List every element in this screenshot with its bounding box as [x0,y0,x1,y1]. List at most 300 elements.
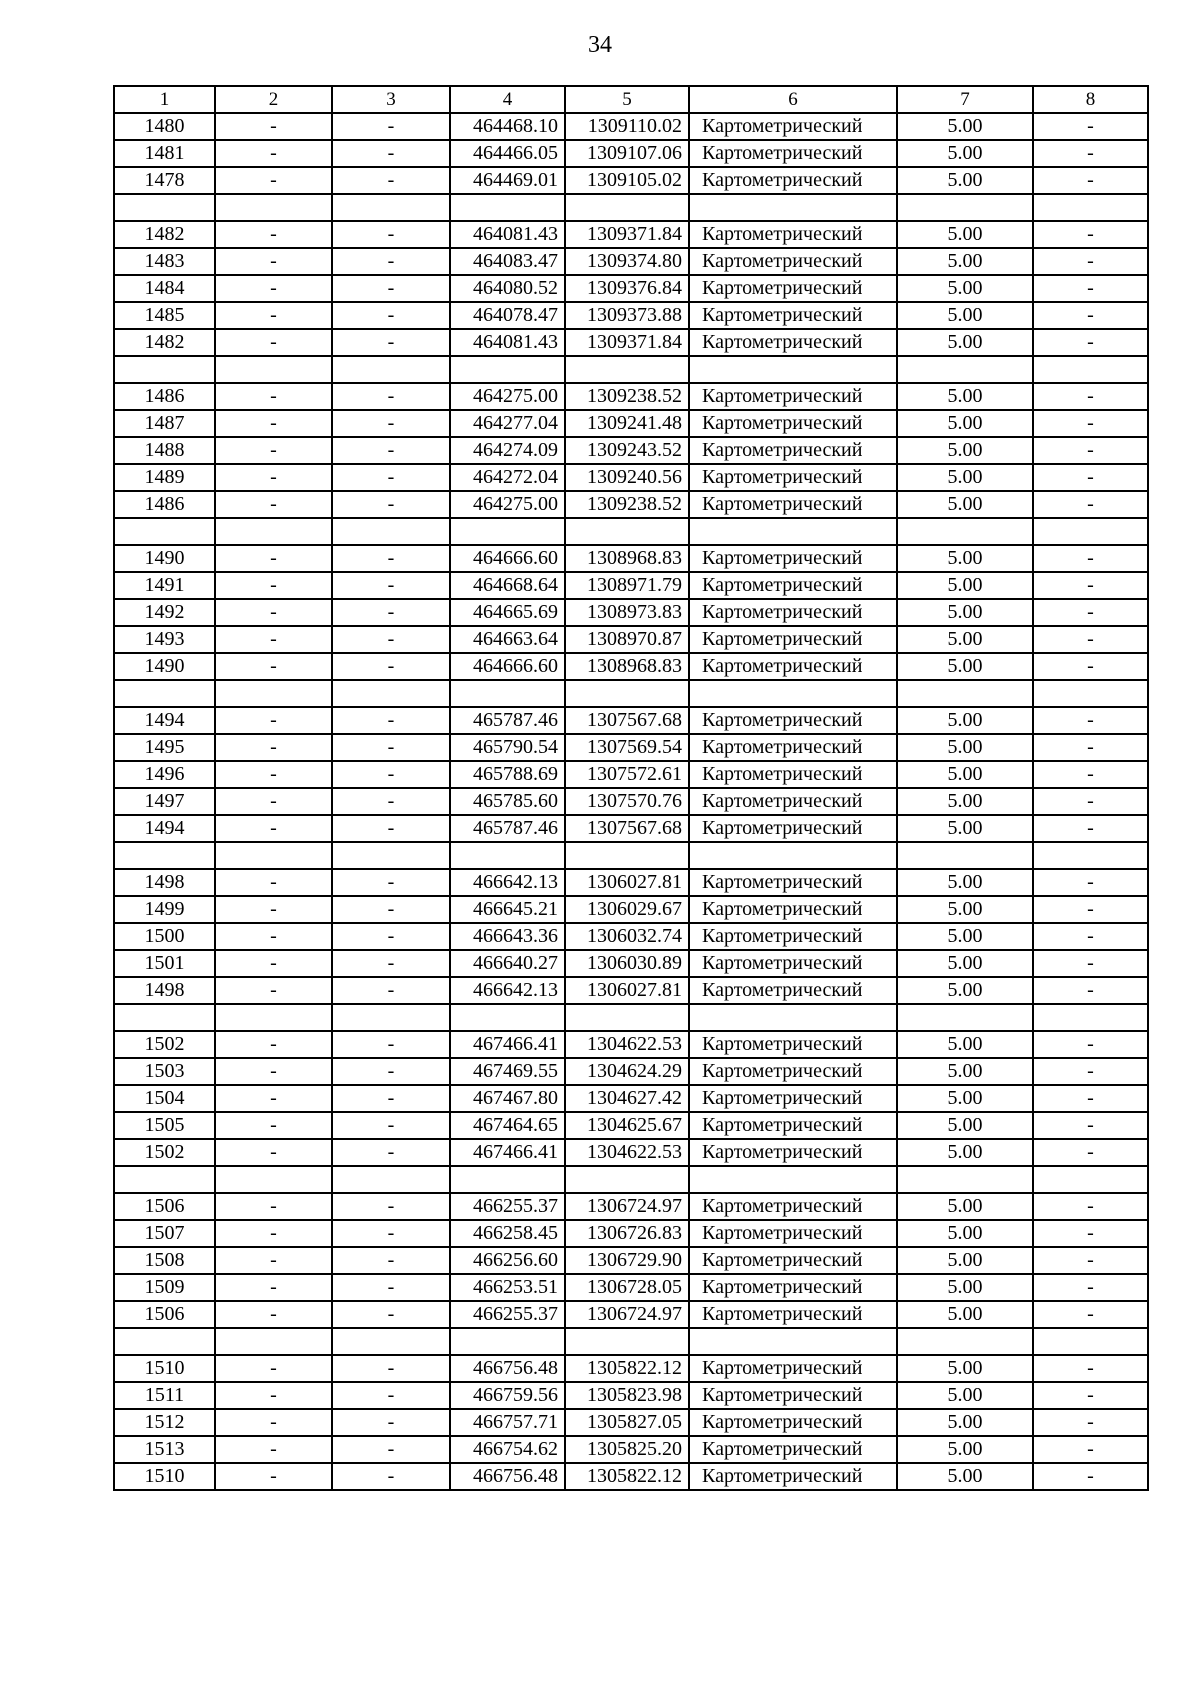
y-coordinate-cell: 1307567.68 [565,707,689,734]
col2-cell: - [215,167,332,194]
col2-cell: - [215,113,332,140]
col8-cell: - [1033,1031,1148,1058]
empty-cell [689,1166,897,1193]
col3-cell: - [332,599,450,626]
y-coordinate-cell: 1306729.90 [565,1247,689,1274]
col3-cell: - [332,761,450,788]
point-number-cell: 1505 [114,1112,215,1139]
x-coordinate-cell: 465788.69 [450,761,565,788]
empty-cell [215,356,332,383]
col8-cell: - [1033,1193,1148,1220]
precision-cell: 5.00 [897,977,1033,1004]
point-number-cell: 1504 [114,1085,215,1112]
x-coordinate-cell: 466759.56 [450,1382,565,1409]
y-coordinate-cell: 1307570.76 [565,788,689,815]
x-coordinate-cell: 464272.04 [450,464,565,491]
precision-cell: 5.00 [897,815,1033,842]
col3-cell: - [332,815,450,842]
y-coordinate-cell: 1308970.87 [565,626,689,653]
col2-cell: - [215,599,332,626]
precision-cell: 5.00 [897,1112,1033,1139]
col2-cell: - [215,707,332,734]
col2-cell: - [215,437,332,464]
point-number-cell: 1490 [114,653,215,680]
precision-cell: 5.00 [897,1463,1033,1490]
point-number-cell: 1497 [114,788,215,815]
x-coordinate-cell: 465790.54 [450,734,565,761]
group-separator-row [114,1166,1148,1193]
table-row [114,1274,1148,1301]
page-number: 34 [588,32,612,58]
method-cell: Картометрический [689,1220,897,1247]
method-cell: Картометрический [689,653,897,680]
precision-cell: 5.00 [897,950,1033,977]
precision-cell: 5.00 [897,1193,1033,1220]
col2-cell: - [215,464,332,491]
precision-cell: 5.00 [897,275,1033,302]
x-coordinate-cell: 464468.10 [450,113,565,140]
y-coordinate-cell: 1308968.83 [565,653,689,680]
empty-cell [1033,1166,1148,1193]
empty-cell [1033,518,1148,545]
empty-cell [450,1328,565,1355]
point-number-cell: 1509 [114,1274,215,1301]
col2-cell: - [215,248,332,275]
precision-cell: 5.00 [897,707,1033,734]
x-coordinate-cell: 466258.45 [450,1220,565,1247]
x-coordinate-cell: 466255.37 [450,1301,565,1328]
col2-cell: - [215,923,332,950]
precision-cell: 5.00 [897,329,1033,356]
method-cell: Картометрический [689,1031,897,1058]
col2-cell: - [215,896,332,923]
precision-cell: 5.00 [897,221,1033,248]
method-cell: Картометрический [689,572,897,599]
empty-cell [565,518,689,545]
col8-cell: - [1033,950,1148,977]
precision-cell: 5.00 [897,572,1033,599]
group-separator-row [114,1328,1148,1355]
point-number-cell: 1480 [114,113,215,140]
table-row [114,1085,1148,1112]
method-cell: Картометрический [689,734,897,761]
header-cell: 1 [114,86,215,113]
empty-cell [897,1166,1033,1193]
y-coordinate-cell: 1309107.06 [565,140,689,167]
col3-cell: - [332,383,450,410]
col8-cell: - [1033,491,1148,518]
col2-cell: - [215,1193,332,1220]
col2-cell: - [215,1058,332,1085]
method-cell: Картометрический [689,1463,897,1490]
precision-cell: 5.00 [897,869,1033,896]
x-coordinate-cell: 467466.41 [450,1031,565,1058]
col2-cell: - [215,221,332,248]
method-cell: Картометрический [689,221,897,248]
col3-cell: - [332,1409,450,1436]
table-row [114,329,1148,356]
empty-cell [450,842,565,869]
y-coordinate-cell: 1306030.89 [565,950,689,977]
y-coordinate-cell: 1305825.20 [565,1436,689,1463]
y-coordinate-cell: 1309376.84 [565,275,689,302]
table-row [114,1058,1148,1085]
table-row [114,869,1148,896]
point-number-cell: 1503 [114,1058,215,1085]
col8-cell: - [1033,1382,1148,1409]
col3-cell: - [332,869,450,896]
x-coordinate-cell: 466756.48 [450,1355,565,1382]
table-row [114,1139,1148,1166]
table-row [114,275,1148,302]
table-row [114,923,1148,950]
x-coordinate-cell: 466255.37 [450,1193,565,1220]
empty-cell [332,842,450,869]
col2-cell: - [215,302,332,329]
empty-cell [332,1328,450,1355]
empty-cell [1033,1328,1148,1355]
col2-cell: - [215,1112,332,1139]
col3-cell: - [332,1247,450,1274]
empty-cell [114,1004,215,1031]
empty-cell [215,680,332,707]
precision-cell: 5.00 [897,1247,1033,1274]
method-cell: Картометрический [689,761,897,788]
col8-cell: - [1033,923,1148,950]
point-number-cell: 1491 [114,572,215,599]
col8-cell: - [1033,977,1148,1004]
col3-cell: - [332,329,450,356]
method-cell: Картометрический [689,140,897,167]
group-separator-row [114,1004,1148,1031]
table-row [114,950,1148,977]
col3-cell: - [332,653,450,680]
method-cell: Картометрический [689,545,897,572]
x-coordinate-cell: 466253.51 [450,1274,565,1301]
col8-cell: - [1033,1409,1148,1436]
y-coordinate-cell: 1305827.05 [565,1409,689,1436]
point-number-cell: 1490 [114,545,215,572]
col8-cell: - [1033,869,1148,896]
point-number-cell: 1492 [114,599,215,626]
method-cell: Картометрический [689,248,897,275]
empty-cell [1033,680,1148,707]
table-row [114,626,1148,653]
method-cell: Картометрический [689,302,897,329]
x-coordinate-cell: 467469.55 [450,1058,565,1085]
table-row [114,545,1148,572]
col8-cell: - [1033,545,1148,572]
empty-cell [897,1328,1033,1355]
method-cell: Картометрический [689,437,897,464]
x-coordinate-cell: 464668.64 [450,572,565,599]
y-coordinate-cell: 1306724.97 [565,1193,689,1220]
precision-cell: 5.00 [897,248,1033,275]
col8-cell: - [1033,896,1148,923]
precision-cell: 5.00 [897,599,1033,626]
empty-cell [689,518,897,545]
precision-cell: 5.00 [897,302,1033,329]
header-cell: 5 [565,86,689,113]
col2-cell: - [215,1085,332,1112]
col2-cell: - [215,140,332,167]
y-coordinate-cell: 1309371.84 [565,329,689,356]
precision-cell: 5.00 [897,1139,1033,1166]
y-coordinate-cell: 1307572.61 [565,761,689,788]
header-cell: 2 [215,86,332,113]
empty-cell [332,194,450,221]
y-coordinate-cell: 1305823.98 [565,1382,689,1409]
y-coordinate-cell: 1306027.81 [565,977,689,1004]
col2-cell: - [215,869,332,896]
col8-cell: - [1033,572,1148,599]
col2-cell: - [215,275,332,302]
method-cell: Картометрический [689,896,897,923]
point-number-cell: 1511 [114,1382,215,1409]
table-row [114,1409,1148,1436]
col8-cell: - [1033,437,1148,464]
method-cell: Картометрический [689,950,897,977]
col3-cell: - [332,1274,450,1301]
x-coordinate-cell: 464466.05 [450,140,565,167]
col8-cell: - [1033,626,1148,653]
table-body [114,86,1148,1490]
col8-cell: - [1033,1085,1148,1112]
point-number-cell: 1487 [114,410,215,437]
x-coordinate-cell: 464080.52 [450,275,565,302]
table-row [114,1193,1148,1220]
point-number-cell: 1501 [114,950,215,977]
y-coordinate-cell: 1309374.80 [565,248,689,275]
table-row [114,248,1148,275]
x-coordinate-cell: 464666.60 [450,653,565,680]
x-coordinate-cell: 466640.27 [450,950,565,977]
empty-cell [114,680,215,707]
precision-cell: 5.00 [897,1355,1033,1382]
col3-cell: - [332,977,450,1004]
group-separator-row [114,518,1148,545]
precision-cell: 5.00 [897,626,1033,653]
col3-cell: - [332,734,450,761]
col3-cell: - [332,410,450,437]
col8-cell: - [1033,1463,1148,1490]
method-cell: Картометрический [689,113,897,140]
col8-cell: - [1033,383,1148,410]
point-number-cell: 1496 [114,761,215,788]
table-row [114,1436,1148,1463]
point-number-cell: 1494 [114,707,215,734]
empty-cell [565,356,689,383]
precision-cell: 5.00 [897,491,1033,518]
col3-cell: - [332,140,450,167]
col2-cell: - [215,410,332,437]
col3-cell: - [332,1355,450,1382]
x-coordinate-cell: 464078.47 [450,302,565,329]
empty-cell [450,518,565,545]
y-coordinate-cell: 1306724.97 [565,1301,689,1328]
method-cell: Картометрический [689,1409,897,1436]
y-coordinate-cell: 1309238.52 [565,383,689,410]
col8-cell: - [1033,464,1148,491]
y-coordinate-cell: 1306032.74 [565,923,689,950]
x-coordinate-cell: 465785.60 [450,788,565,815]
method-cell: Картометрический [689,1436,897,1463]
point-number-cell: 1499 [114,896,215,923]
method-cell: Картометрический [689,491,897,518]
col3-cell: - [332,437,450,464]
col8-cell: - [1033,1058,1148,1085]
precision-cell: 5.00 [897,545,1033,572]
method-cell: Картометрический [689,977,897,1004]
empty-cell [897,1004,1033,1031]
empty-cell [215,1004,332,1031]
y-coordinate-cell: 1306027.81 [565,869,689,896]
point-number-cell: 1506 [114,1193,215,1220]
header-cell: 4 [450,86,565,113]
table-row [114,410,1148,437]
col2-cell: - [215,1409,332,1436]
col2-cell: - [215,653,332,680]
empty-cell [332,1166,450,1193]
empty-cell [689,194,897,221]
precision-cell: 5.00 [897,923,1033,950]
x-coordinate-cell: 466642.13 [450,869,565,896]
method-cell: Картометрический [689,1355,897,1382]
col3-cell: - [332,1436,450,1463]
col8-cell: - [1033,410,1148,437]
empty-cell [897,194,1033,221]
empty-cell [215,194,332,221]
table-row [114,707,1148,734]
precision-cell: 5.00 [897,1409,1033,1436]
empty-cell [450,194,565,221]
x-coordinate-cell: 466756.48 [450,1463,565,1490]
x-coordinate-cell: 464081.43 [450,221,565,248]
col3-cell: - [332,1301,450,1328]
empty-cell [215,842,332,869]
table-row [114,1247,1148,1274]
col3-cell: - [332,545,450,572]
col8-cell: - [1033,653,1148,680]
point-number-cell: 1489 [114,464,215,491]
col8-cell: - [1033,707,1148,734]
table-row [114,572,1148,599]
precision-cell: 5.00 [897,1382,1033,1409]
empty-cell [450,1166,565,1193]
col2-cell: - [215,383,332,410]
col8-cell: - [1033,788,1148,815]
empty-cell [114,356,215,383]
empty-cell [332,356,450,383]
col8-cell: - [1033,1301,1148,1328]
point-number-cell: 1508 [114,1247,215,1274]
group-separator-row [114,194,1148,221]
x-coordinate-cell: 466645.21 [450,896,565,923]
col8-cell: - [1033,221,1148,248]
col2-cell: - [215,491,332,518]
empty-cell [689,356,897,383]
empty-cell [565,842,689,869]
y-coordinate-cell: 1305822.12 [565,1463,689,1490]
precision-cell: 5.00 [897,1031,1033,1058]
table-row [114,761,1148,788]
empty-cell [114,842,215,869]
y-coordinate-cell: 1309373.88 [565,302,689,329]
col3-cell: - [332,1220,450,1247]
precision-cell: 5.00 [897,383,1033,410]
method-cell: Картометрический [689,1274,897,1301]
point-number-cell: 1488 [114,437,215,464]
precision-cell: 5.00 [897,140,1033,167]
point-number-cell: 1482 [114,329,215,356]
coordinates-table [113,85,1149,1491]
table-row [114,1220,1148,1247]
empty-cell [565,680,689,707]
table-row [114,1301,1148,1328]
x-coordinate-cell: 464277.04 [450,410,565,437]
x-coordinate-cell: 464666.60 [450,545,565,572]
x-coordinate-cell: 464663.64 [450,626,565,653]
method-cell: Картометрический [689,788,897,815]
col2-cell: - [215,572,332,599]
x-coordinate-cell: 464665.69 [450,599,565,626]
col8-cell: - [1033,140,1148,167]
col3-cell: - [332,221,450,248]
col8-cell: - [1033,1112,1148,1139]
table-row [114,788,1148,815]
point-number-cell: 1498 [114,977,215,1004]
empty-cell [689,680,897,707]
y-coordinate-cell: 1309243.52 [565,437,689,464]
col2-cell: - [215,545,332,572]
col2-cell: - [215,815,332,842]
method-cell: Картометрический [689,923,897,950]
y-coordinate-cell: 1304625.67 [565,1112,689,1139]
precision-cell: 5.00 [897,437,1033,464]
empty-cell [215,1328,332,1355]
col3-cell: - [332,1031,450,1058]
table-row [114,1031,1148,1058]
x-coordinate-cell: 464081.43 [450,329,565,356]
point-number-cell: 1502 [114,1031,215,1058]
point-number-cell: 1493 [114,626,215,653]
empty-cell [689,1328,897,1355]
point-number-cell: 1478 [114,167,215,194]
precision-cell: 5.00 [897,1436,1033,1463]
col8-cell: - [1033,1247,1148,1274]
empty-cell [114,1328,215,1355]
col3-cell: - [332,1139,450,1166]
y-coordinate-cell: 1309240.56 [565,464,689,491]
col3-cell: - [332,248,450,275]
empty-cell [689,1004,897,1031]
col3-cell: - [332,923,450,950]
point-number-cell: 1482 [114,221,215,248]
empty-cell [689,842,897,869]
col8-cell: - [1033,599,1148,626]
x-coordinate-cell: 466754.62 [450,1436,565,1463]
x-coordinate-cell: 466642.13 [450,977,565,1004]
empty-cell [215,518,332,545]
x-coordinate-cell: 464275.00 [450,383,565,410]
col2-cell: - [215,1355,332,1382]
col3-cell: - [332,707,450,734]
precision-cell: 5.00 [897,761,1033,788]
precision-cell: 5.00 [897,1058,1033,1085]
header-cell: 7 [897,86,1033,113]
x-coordinate-cell: 467466.41 [450,1139,565,1166]
header-cell: 3 [332,86,450,113]
